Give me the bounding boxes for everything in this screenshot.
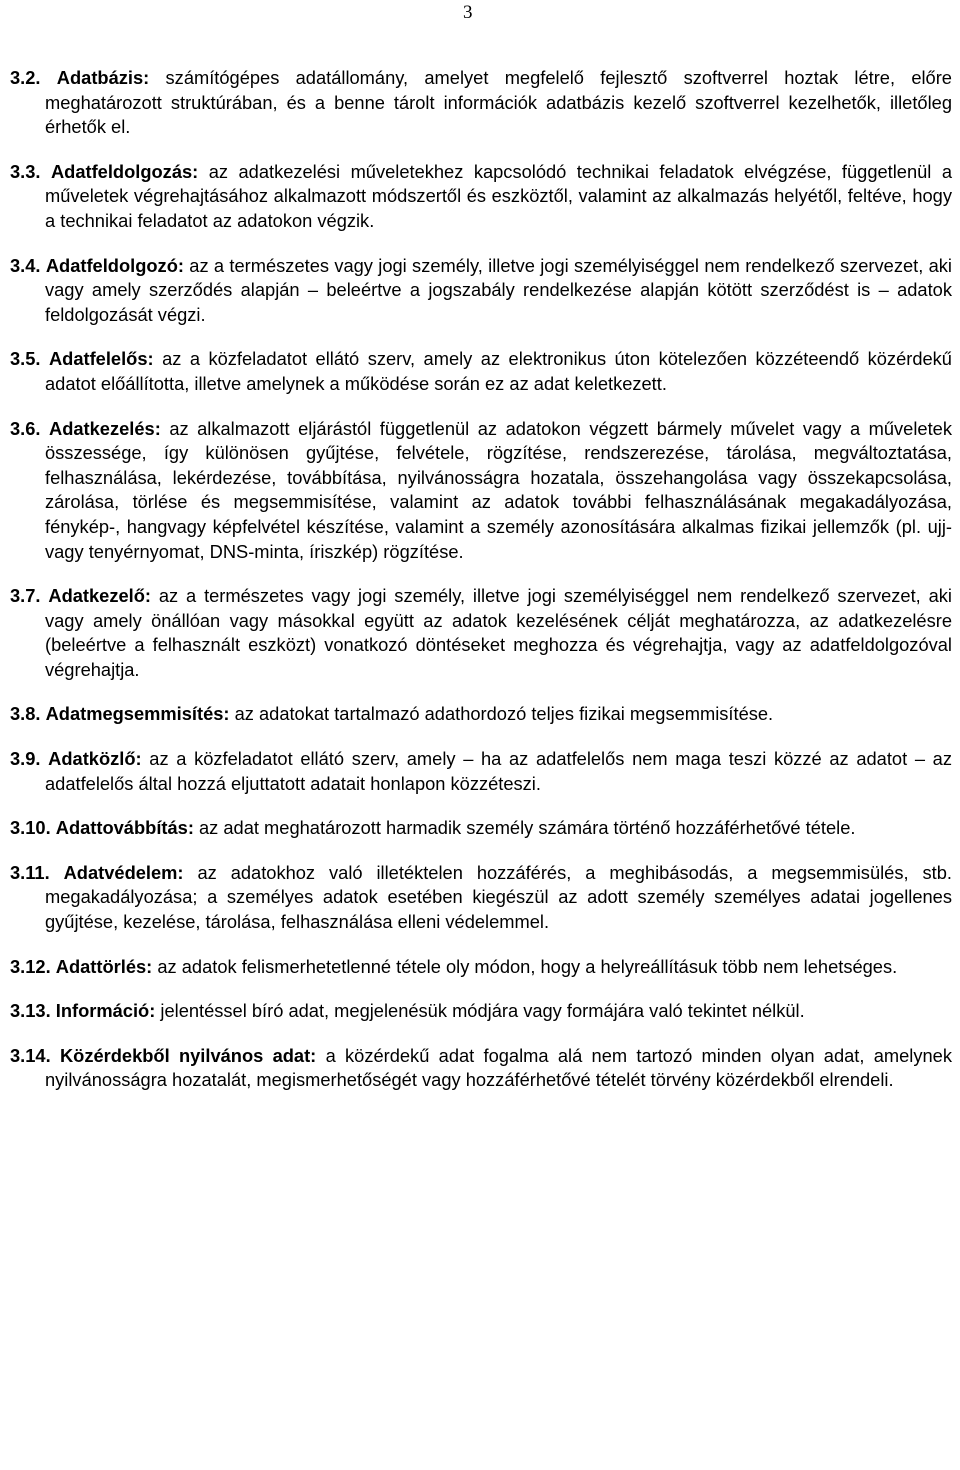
definition-text: az a természetes vagy jogi személy, illetve jogi személyiséggel nem rendelkező szervezet, aki vagy amely önállóan vagy másokkal együtt az adatok kezelésének célját meghatározza, az adatkezelésre (beleértve a felhasznált eszközt) vonatkozó döntéseket meghozza és végrehajtja, vagy az adatfeldolgozóval végrehajtja. [45,585,952,680]
definition-3-3 [0,160,960,234]
definition-3-12 [0,955,960,980]
definition-3-2 [0,66,960,140]
definition-term: Adatvédelem: [63,861,184,883]
definition-number: 3.13. [10,1000,51,1022]
definition-text: az a közfeladatot ellátó szerv, amely – ha az adatfelelős nem maga teszi közzé az adatot – az adatfelelős által hozzá eljuttatott adatait honlapon közzéteszi. [45,748,952,794]
definition-text: az adatokat tartalmazó adathordozó teljes fizikai megsemmisítése. [234,703,774,725]
definition-text: a közérdekű adat fogalma alá nem tartozó minden olyan adat, amelynek nyilvánosságra hozatalát, megismerhetőségét vagy hozzáférhetővé tételét törvény közérdekből elrendeli. [45,1044,952,1091]
definition-number: 3.8. [10,703,41,725]
definition-term: Adatkezelés: [49,417,161,439]
definition-3-13 [0,999,960,1024]
definition-number: 3.2. [10,67,41,88]
definition-term: Adatfeldolgozó: [45,254,184,276]
definition-number: 3.9. [10,748,41,770]
definition-term: Adatmegsemmisítés: [45,703,230,725]
definition-3-4 [0,254,960,328]
definition-term: Adatközlő: [48,748,142,770]
definition-3-5 [0,347,960,396]
definition-text: az adatok felismerhetetlenné tétele oly módon, hogy a helyreállításuk több nem lehetséges. [157,955,898,977]
definition-3-7 [0,584,960,682]
definition-3-10 [0,816,960,841]
definition-text: az adatkezelési műveletekhez kapcsolódó technikai feladatok elvégzése, függetlenül a műveletek végrehajtásához alkalmazott módszertől és eszköztől, valamint az alkalmazás helyétől, feltéve, hogy a technikai feladatot az adatokon végzik. [45,160,952,231]
definition-text: számítógépes adatállomány, amelyet megfelelő fejlesztő szoftverrel hoztak létre, előre meghatározott struktúrában, és a benne tárolt információk adatbázis kezelő szoftverrel kezelhetők, illetőleg érhetők el. [45,67,952,138]
definition-number: 3.7. [10,585,41,607]
definition-number: 3.3. [10,160,41,182]
definition-text: az a közfeladatot ellátó szerv, amely az elektronikus úton kötelezően közzéteendő közérdekű adatot előállította, illetve amelynek a működése során ez az adat keletkezett. [45,348,952,394]
definition-term: Közérdekből nyilvános adat: [59,1044,317,1066]
definition-text: az alkalmazott eljárástól függetlenül az adatokon végzett bármely művelet vagy a műveletek összessége, így különösen gyűjtése, felvétele, rögzítése, rendszerezése, tárolása, megváltoztatása, felhasználása, lekérdezése, továbbítása, nyilvánosságra hozatala, összehangolása vagy összekapcsolása, zárolása, törlése és megsemmisítése, valamint az adatok további felhasználásának megakadályozása, fénykép-, hangvagy képfelvétel készítése, valamint a személy azonosítására alkalmas fizikai jellemzők (pl. ujj- vagy tenyérnyomat, DNS-minta, íriszkép) rögzítése. [45,417,952,562]
definition-term: Információ: [55,1000,156,1022]
definition-number: 3.6. [10,417,41,439]
definition-3-14 [0,1044,960,1093]
definition-term: Adatfelelős: [48,348,154,370]
definition-term: Adatbázis: [56,67,150,88]
definition-3-11 [0,861,960,935]
definition-text: az adat meghatározott harmadik személy számára történő hozzáférhetővé tétele. [199,817,856,839]
definition-3-9 [0,747,960,796]
definitions-list [0,66,960,1113]
definition-term: Adatkezelő: [48,585,151,607]
definition-text: az adatokhoz való illetéktelen hozzáférés, a meghibásodás, a megsemmisülés, stb. megakadályozása; a személyes adatok esetében kiegészül az adott személy személyes adatai jogellenes gyűjtése, kezelése, tárolása, felhasználása elleni védelemmel. [45,861,952,933]
page-number: 3 [463,2,473,23]
definition-number: 3.12. [10,955,51,977]
definition-term: Adattörlés: [55,955,153,977]
definition-term: Adatfeldolgozás: [50,160,199,182]
definition-3-6 [0,417,960,565]
definition-number: 3.4. [10,254,41,276]
definition-text: az a természetes vagy jogi személy, illetve jogi személyiséggel nem rendelkező szervezet, aki vagy amely szerződés alapján – beleértve a jogszabály rendelkezése alapján kötött szerződést is – adatok feldolgozását végzi. [45,254,952,325]
definition-number: 3.11. [10,861,50,883]
definition-number: 3.10. [10,817,51,839]
definition-term: Adattovábbítás: [55,817,194,839]
definition-number: 3.14. [10,1044,51,1066]
definition-number: 3.5. [10,348,41,370]
definition-3-8 [0,702,960,727]
definition-text: jelentéssel bíró adat, megjelenésük módjára vagy formájára való tekintet nélkül. [160,1000,805,1022]
